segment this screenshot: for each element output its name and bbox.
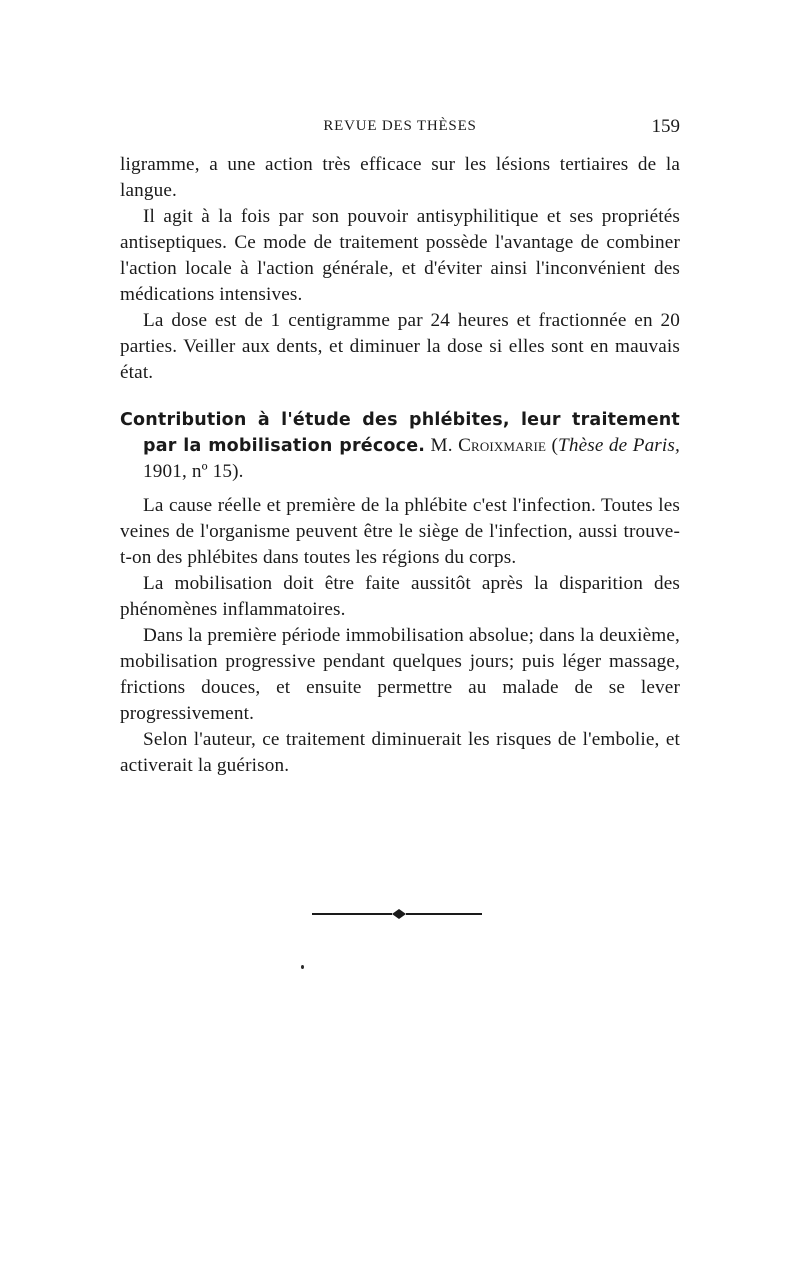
paragraph: La dose est de 1 centigramme par 24 heures et fractionnée en 20 parties. Veiller aux dents, et diminuer la dose si elles sont en mauvais état. <box>120 310 680 383</box>
author-name: Croixmarie <box>458 435 547 456</box>
article-heading <box>120 407 680 485</box>
paragraph-continued: ligramme, a une action très efficace sur les lésions tertiaires de la langue. <box>120 154 680 201</box>
diamond-icon <box>392 909 406 919</box>
paragraph: La mobilisation doit être faite aussitôt après la disparition des phénomènes inflammatoires. <box>120 573 680 620</box>
running-title: REVUE DES THÈSES <box>323 118 477 134</box>
citation-details: 1901, nº 15). <box>143 461 244 482</box>
citation-open: ( <box>551 435 558 456</box>
page-body <box>120 152 680 779</box>
ornament-rule-left <box>312 913 392 915</box>
ornament-rule-right <box>406 913 482 915</box>
ink-speck <box>301 965 304 969</box>
thesis-source: Thèse de Paris, <box>558 435 680 456</box>
paragraph: La cause réelle et première de la phlébite c'est l'infection. Toutes les veines de l'organisme peuvent être le siège de l'infection, aussi trouve-t-on des phlébites dans toutes les régions du corps. <box>120 495 680 568</box>
article-title: Contribution à l'étude des phlébites, leur traitement par la mobilisation précoce. <box>120 410 680 456</box>
page-number: 159 <box>651 116 680 137</box>
paragraph: Il agit à la fois par son pouvoir antisyphilitique et ses propriétés antiseptiques. Ce mode de traitement possède l'avantage de combiner l'action locale à l'action générale, et d'éviter ainsi l'inconvénient des médications intensives. <box>120 206 680 305</box>
author-prefix: M. <box>430 435 453 456</box>
paragraph: Selon l'auteur, ce traitement diminuerait les risques de l'embolie, et activerait la guérison. <box>120 729 680 776</box>
running-header <box>120 116 680 138</box>
section-end-ornament <box>312 906 482 922</box>
paragraph: Dans la première période immobilisation absolue; dans la deuxième, mobilisation progressive pendant quelques jours; puis léger massage, frictions douces, et ensuite permettre au malade de se lever progressivement. <box>120 625 680 724</box>
